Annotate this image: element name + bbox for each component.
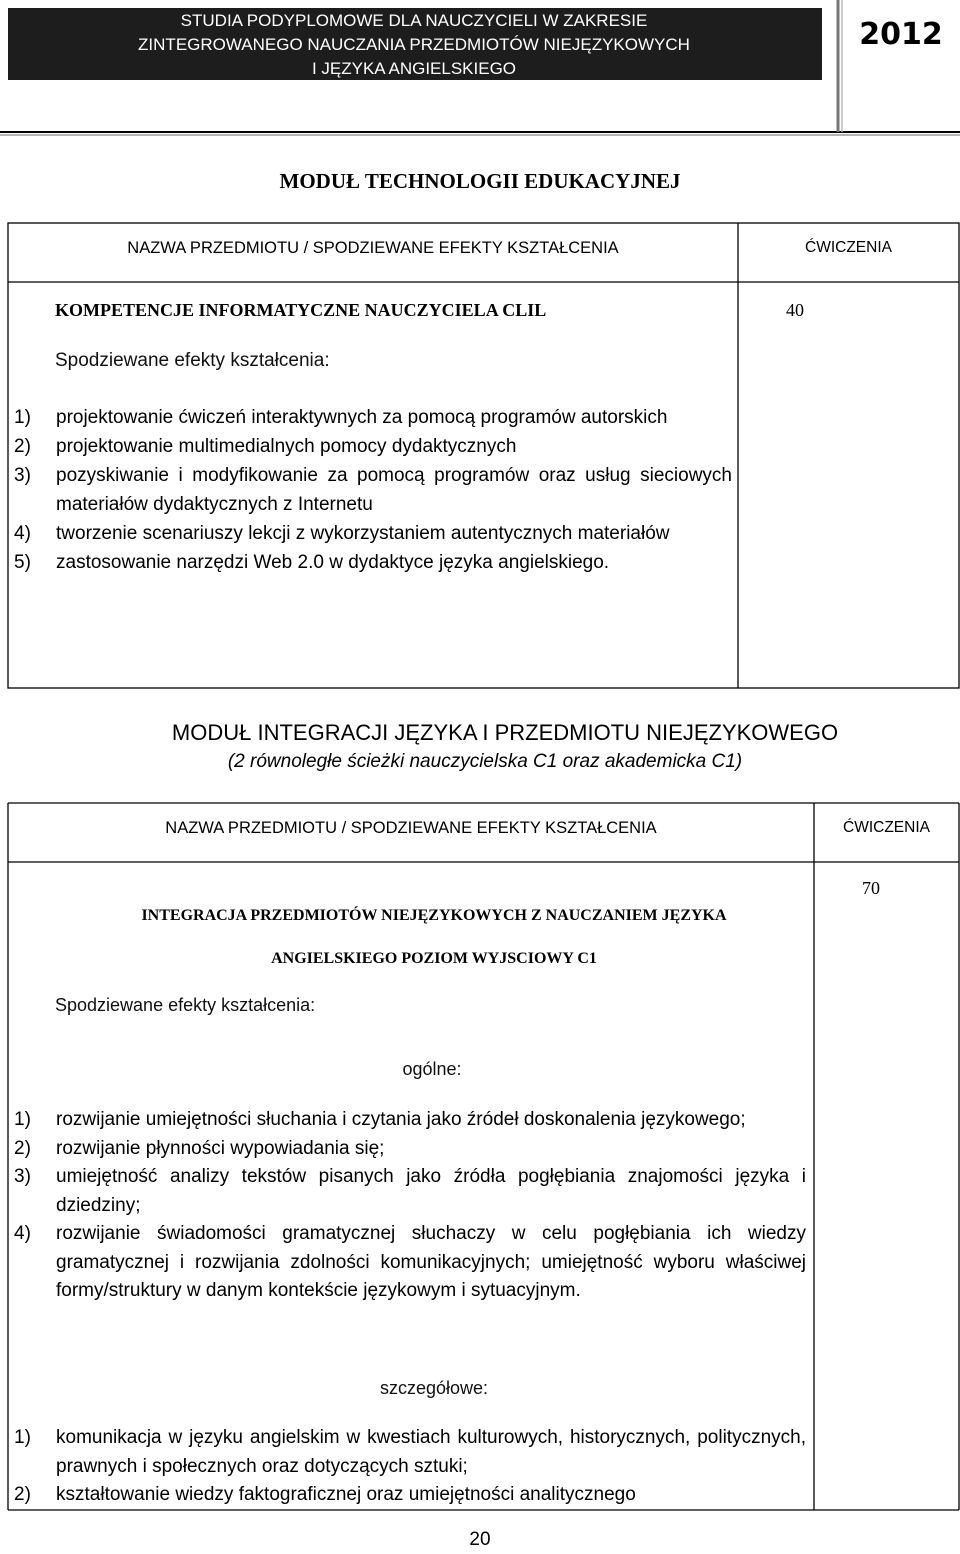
table2-detailed-list [14, 1424, 806, 1510]
table2-effects-label: Spodziewane efekty kształcenia: [55, 995, 316, 1015]
table2-subject-line2: ANGIELSKIEGO POZIOM WYJSCIOWY C1 [271, 950, 597, 967]
table1-col1-header: NAZWA PRZEDMIOTU / SPODZIEWANE EFEKTY KSZTAŁCENIA [127, 239, 619, 257]
list-item: 3) pozyskiwanie i modyfikowanie za pomocą programów oraz usług sieciowych materiałów dydaktycznych z Internetu [14, 465, 732, 515]
table1-effects-list [14, 403, 732, 577]
table2-general-label: ogólne: [402, 1059, 462, 1079]
table2-general-list [14, 1106, 806, 1306]
module2-title: MODUŁ INTEGRACJI JĘZYKA I PRZEDMIOTU NIEJĘZYKOWEGO [171, 720, 839, 745]
list-item: 1) rozwijanie umiejętności słuchania i czytania jako źródeł doskonalenia językowego; [14, 1109, 746, 1130]
header-line-3: I JĘZYKA ANGIELSKIEGO [311, 59, 517, 78]
header-line-2: ZINTEGROWANEGO NAUCZANIA PRZEDMIOTÓW NIEJĘZYKOWYCH [138, 35, 690, 54]
table2-hours: 70 [862, 878, 880, 898]
list-item: 1) komunikacja w języku angielskim w kwestiach kulturowych, historycznych, politycznych, prawnych i społecznych oraz dotyczących sztuki; [14, 1427, 806, 1477]
table1-hours: 40 [786, 300, 804, 320]
list-item: 1) projektowanie ćwiczeń interaktywnych za pomocą programów autorskich [14, 407, 668, 428]
table1-subject: KOMPETENCJE INFORMATYCZNE NAUCZYCIELA CLIL [55, 300, 547, 320]
module1-title: MODUŁ TECHNOLOGII EDUKACYJNEJ [279, 169, 681, 193]
list-item: 4) rozwijanie świadomości gramatycznej słuchaczy w celu pogłębiania ich wiedzy gramatycznej i rozwijania zdolności komunikacyjnych; umiejętność wyboru właściwej formy/struktury w danym kontekście językowym i sytuacyjnym. [14, 1223, 806, 1301]
list-item: 5) zastosowanie narzędzi Web 2.0 w dydaktyce języka angielskiego. [14, 552, 610, 573]
list-item: 3) umiejętność analizy tekstów pisanych jako źródła pogłębiania znajomości języka i dziedziny; [14, 1166, 806, 1216]
list-item: 2) kształtowanie wiedzy faktograficznej oraz umiejętności analitycznego [14, 1484, 636, 1505]
list-item: 2) projektowanie multimedialnych pomocy dydaktycznych [14, 436, 517, 457]
table2-subject-line1: INTEGRACJA PRZEDMIOTÓW NIEJĘZYKOWYCH Z NAUCZANIEM JĘZYKA [141, 907, 727, 924]
table2-detailed-label: szczegółowe: [379, 1378, 489, 1398]
module2-subtitle: (2 równoległe ścieżki nauczycielska C1 oraz akademicka C1) [227, 751, 743, 772]
table2-col1-header: NAZWA PRZEDMIOTU / SPODZIEWANE EFEKTY KSZTAŁCENIA [165, 819, 657, 837]
table1-col2-header: ĆWICZENIA [805, 239, 892, 256]
list-item: 2) rozwijanie płynności wypowiadania się; [14, 1137, 385, 1159]
header-line-1: STUDIA PODYPLOMOWE DLA NAUCZYCIELI W ZAKRESIE [180, 11, 648, 30]
page-number: 20 [469, 1529, 491, 1550]
table1-effects-label: Spodziewane efekty kształcenia: [55, 350, 330, 371]
header-year: 2012 [859, 17, 943, 52]
list-item: 4) tworzenie scenariuszy lekcji z wykorzystaniem autentycznych materiałów [14, 523, 670, 544]
table2-col2-header: ĆWICZENIA [843, 819, 930, 836]
